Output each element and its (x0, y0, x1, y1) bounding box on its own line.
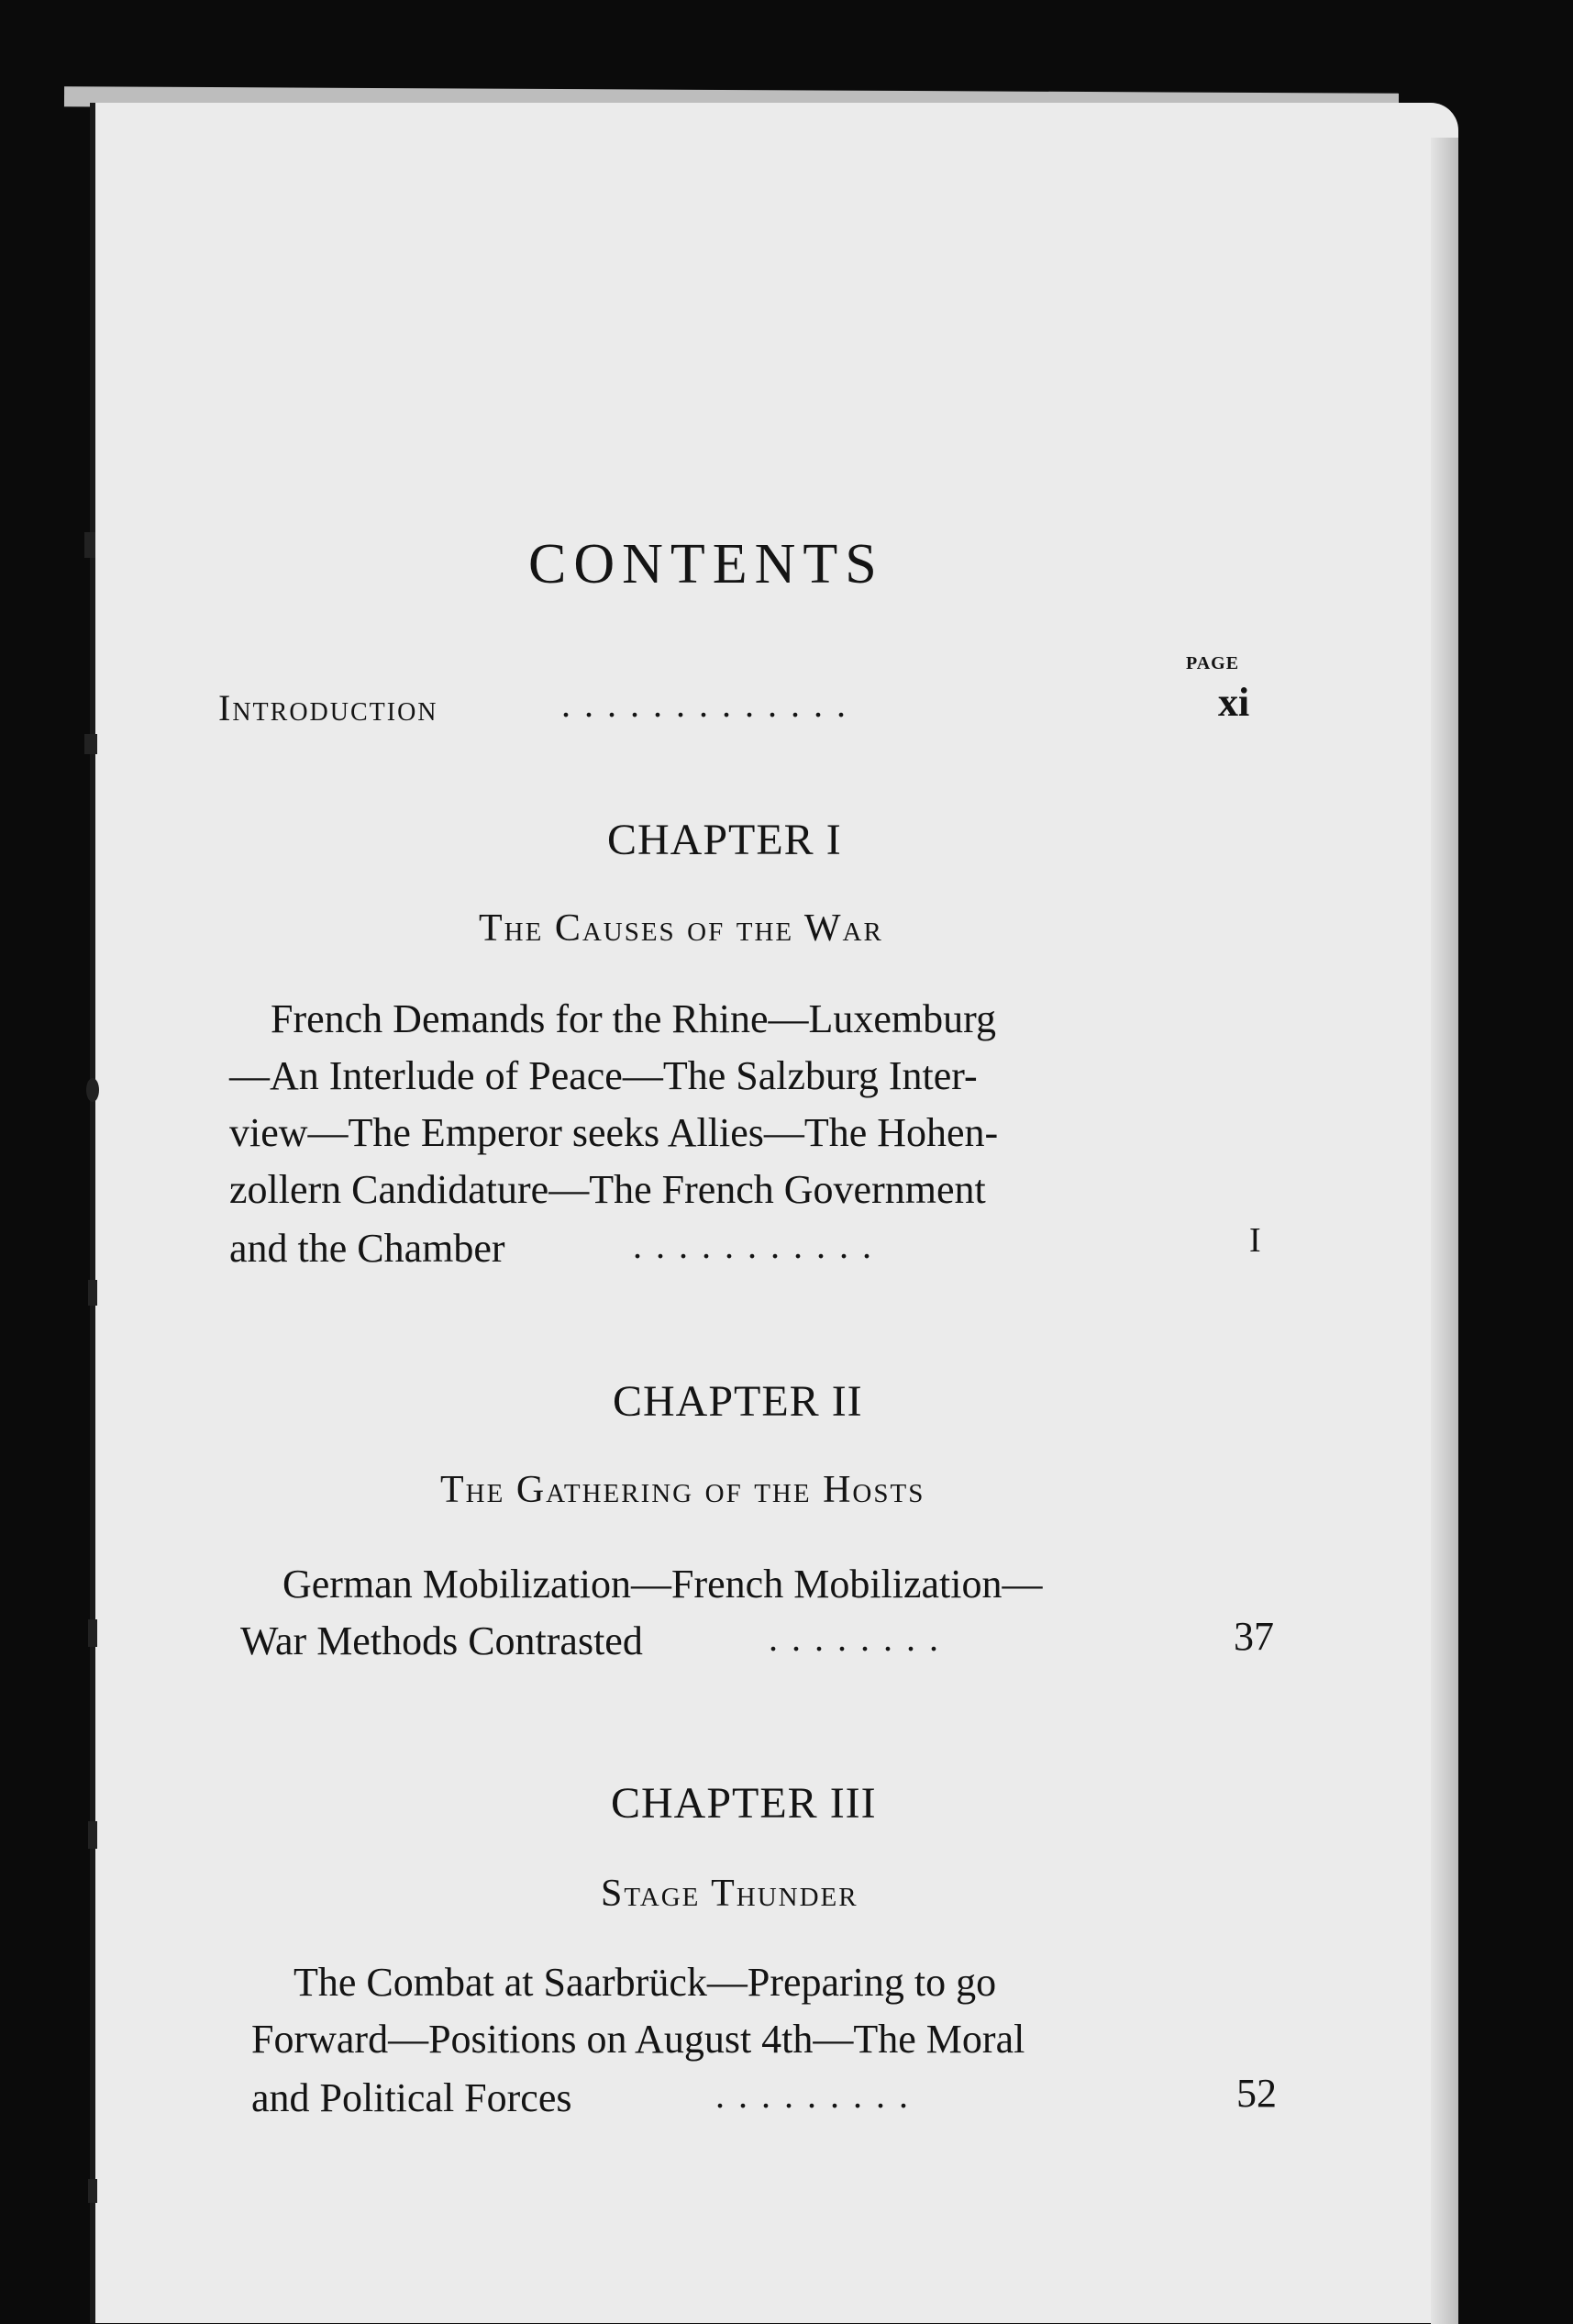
chapter-1-page-number: I (1249, 1221, 1261, 1260)
chapter-3-summary-line: Forward—Positions on August 4th—The Moral (251, 2017, 1025, 2062)
chapter-3-summary-line: and Political Forces (251, 2075, 572, 2120)
chapter-2-page-number: 37 (1234, 1614, 1274, 1659)
dot-leaders: ............. (561, 684, 859, 725)
binding-mark (88, 2179, 97, 2203)
chapter-1-title: The Causes of the War (479, 907, 883, 950)
chapter-1-summary-line: —An Interlude of Peace—The Salzburg Inter- (229, 1053, 978, 1098)
chapter-2-summary-line: War Methods Contrasted (240, 1618, 643, 1663)
binding-mark (84, 734, 97, 754)
chapter-3-title: Stage Thunder (601, 1873, 859, 1915)
binding-mark (88, 1280, 97, 1306)
chapter-1-summary-line: zollern Candidature—The French Government (229, 1167, 986, 1212)
chapter-2-title: The Gathering of the Hosts (440, 1469, 925, 1511)
binding-spine (90, 103, 95, 2323)
dot-leaders: ........ (769, 1618, 952, 1659)
chapter-2-number: CHAPTER II (613, 1377, 863, 1426)
binding-mark (84, 532, 95, 558)
page-column-label: PAGE (1186, 653, 1240, 673)
introduction-page-number: xi (1218, 680, 1250, 725)
chapter-1-number: CHAPTER I (607, 816, 842, 864)
chapter-3-number: CHAPTER III (611, 1779, 877, 1828)
binding-mark (88, 1821, 97, 1849)
chapter-3-page-number: 52 (1236, 2071, 1277, 2116)
introduction-entry: Introduction (218, 687, 438, 728)
binding-mark (86, 1078, 99, 1102)
dot-leaders: ........... (633, 1225, 885, 1266)
chapter-2-summary-line: German Mobilization—French Mobilization— (282, 1562, 1043, 1607)
chapter-1-summary-line: view—The Emperor seeks Allies—The Hohen- (229, 1110, 999, 1155)
page-right-shadow (1431, 138, 1458, 2324)
chapter-1-summary-line: and the Chamber (229, 1226, 505, 1271)
dot-leaders: ......... (715, 2074, 922, 2116)
chapter-3-summary-line: The Combat at Saarbrück—Preparing to go (294, 1960, 997, 2005)
binding-mark (88, 1619, 97, 1647)
contents-title: CONTENTS (528, 533, 884, 595)
chapter-1-summary-line: French Demands for the Rhine—Luxemburg (271, 996, 997, 1041)
